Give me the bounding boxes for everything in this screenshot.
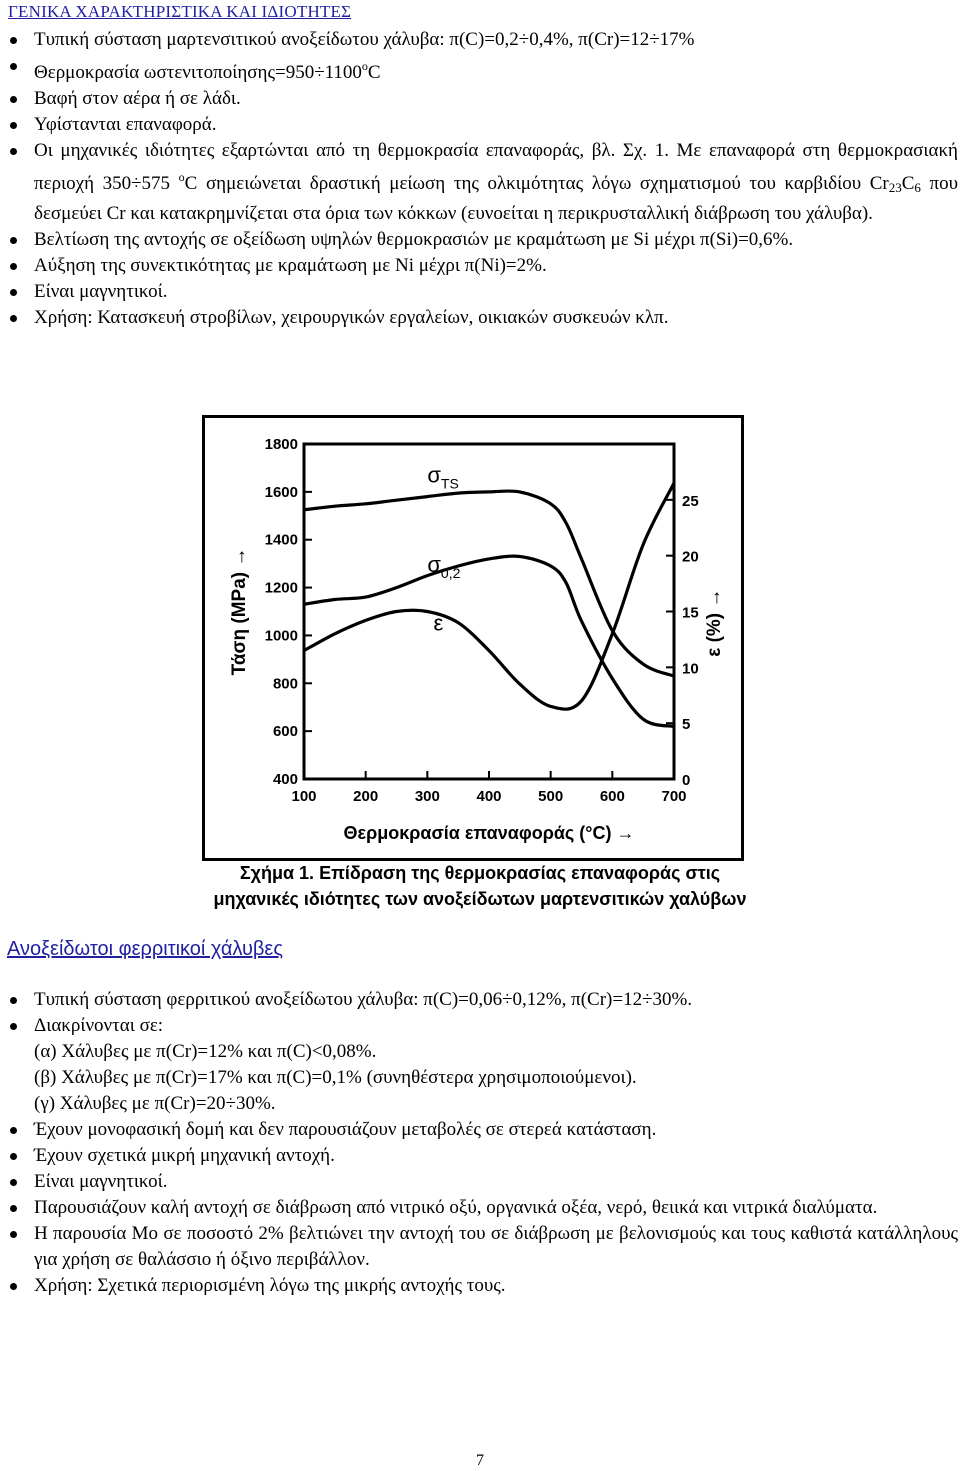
- y2-tick-label: 25: [682, 492, 699, 510]
- bullet-icon: [10, 289, 17, 296]
- list-item: Βελτίωση της αντοχής σε οξείδωση υψηλών θερμοκρασιών με κραμάτωση με Si μέχρι π(Si)=0,6%.: [0, 227, 958, 253]
- bullet-icon: [10, 1179, 17, 1186]
- figure-frame: [202, 415, 744, 861]
- y2-tick-label: 0: [682, 772, 691, 789]
- bullet-icon: [10, 122, 17, 129]
- plot-frame: [304, 444, 674, 779]
- list-item: Τυπική σύσταση φερριτικού ανοξείδωτου χάλυβα: π(C)=0,06÷0,12%, π(Cr)=12÷30%.: [0, 987, 958, 1013]
- x-tick-label: 400: [476, 788, 502, 805]
- y2-tick-label: 15: [682, 604, 699, 622]
- x-axis-label: Θερμοκρασία επαναφοράς (°C) →: [343, 823, 635, 843]
- y-axis-label: Τάση (MPa) →: [229, 547, 250, 676]
- list-item: Παρουσιάζουν καλή αντοχή σε διάβρωση από νιτρικό οξύ, οργανικά οξέα, νερό, θειικά και νιτρικά διαλύματα.: [0, 1195, 958, 1221]
- series-label-sub: TS: [440, 475, 459, 492]
- series-label-main: σ: [427, 552, 441, 578]
- y2-tick-label: 5: [682, 716, 691, 734]
- list-item: Είναι μαγνητικοί.: [0, 279, 958, 305]
- figure-caption-line2: μηχανικές ιδιότητες των ανοξείδωτων μαρτενσιτικών χαλύβων: [213, 889, 747, 909]
- series-label: [427, 462, 458, 491]
- y-tick-label: 600: [272, 723, 298, 741]
- bullet-icon: [10, 1205, 17, 1212]
- list-item: Βαφή στον αέρα ή σε λάδι.: [0, 86, 958, 112]
- bullet-icon: [10, 1153, 17, 1160]
- bullet-icon: [10, 148, 17, 155]
- bullet-icon: [10, 263, 17, 270]
- list-item: Υφίστανται επαναφορά.: [0, 112, 958, 138]
- x-tick-label: 100: [291, 788, 317, 805]
- bullet-icon: [10, 63, 17, 70]
- list-item: Χρήση: Σχετικά περιορισμένη λόγω της μικρής αντοχής τους.: [0, 1273, 958, 1299]
- list-item: Έχουν μονοφασική δομή και δεν παρουσιάζουν μεταβολές σε στερεά κατάσταση.: [0, 1117, 958, 1143]
- sub-item: (α) Χάλυβες με π(Cr)=12% και π(C)<0,08%.: [34, 1041, 377, 1062]
- list-item: Είναι μαγνητικοί.: [0, 1169, 958, 1195]
- series-label-main: ε: [433, 610, 444, 636]
- series-label-main: σ: [427, 462, 441, 488]
- y-tick-label: 800: [272, 675, 298, 693]
- y-tick-label: 1400: [264, 531, 298, 549]
- list-item: Χρήση: Κατασκευή στροβίλων, χειρουργικών εργαλείων, οικιακών συσκευών κλπ.: [0, 305, 958, 331]
- series-line: [304, 491, 674, 676]
- ferritic-properties-list: [0, 987, 958, 1299]
- y-tick-label: 1000: [264, 627, 298, 645]
- bullet-icon: [10, 237, 17, 244]
- y-tick-label: 1200: [264, 579, 298, 597]
- series-line: [304, 483, 674, 709]
- x-tick-label: 200: [353, 788, 379, 805]
- list-item: Οι μηχανικές ιδιότητες εξαρτώνται από τη θερμοκρασία επαναφοράς, βλ. Σχ. 1. Με επαναφορά στη θερμοκρασιακή περιοχή 350÷575 $^o$C σημειώνεται δραστική μείωση της ολκιμότητας λόγω σχηματισμού του καρβιδίου $Cr_{23}C_6$ που δεσμεύει Cr και κατακρημνίζεται στα όρια των κόκκων (ευνοείται η περικρυσταλλική διάβρωση του χάλυβα).: [0, 138, 958, 227]
- x-tick-label: 500: [538, 788, 564, 805]
- list-item: Διακρίνονται σε: (α) Χάλυβες με π(Cr)=12% και π(C)<0,08%. (β) Χάλυβες με π(Cr)=17% και π(C)=0,1% (συνηθέστερα χρησιμοποιούμενοι). (γ) Χάλυβες με π(Cr)=20÷30%.: [0, 1013, 958, 1117]
- y-tick-label: 1800: [264, 436, 298, 453]
- bullet-icon: [10, 1283, 17, 1290]
- list-item: Αύξηση της συνεκτικότητας με κραμάτωση με Ni μέχρι π(Ni)=2%.: [0, 253, 958, 279]
- list-item: Έχουν σχετικά μικρή μηχανική αντοχή.: [0, 1143, 958, 1169]
- bullet-icon: [10, 1231, 17, 1238]
- bullet-icon: [10, 96, 17, 103]
- bullet-icon: [10, 315, 17, 322]
- list-item: Η παρουσία Mo σε ποσοστό 2% βελτιώνει την αντοχή του σε διάβρωση με βελονισμούς και τους καθιστά κατάλληλους για χρήση σε θαλάσσιο ή όξινο περιβάλλον.: [0, 1221, 958, 1273]
- x-tick-label: 300: [414, 788, 440, 805]
- x-tick-label: 600: [599, 788, 625, 805]
- series-label: [434, 610, 444, 635]
- y2-tick-label: 20: [682, 548, 699, 566]
- list-item: Τυπική σύσταση μαρτενσιτικού ανοξείδωτου χάλυβα: π(C)=0,2÷0,4%, π(Cr)=12÷17%: [0, 27, 958, 53]
- sub-item: (γ) Χάλυβες με π(Cr)=20÷30%.: [34, 1093, 276, 1114]
- tempering-chart: [205, 418, 741, 858]
- list-item: Θερμοκρασία $\omega\sigma\tau\varepsilon\nu\iota\tau o\pi oί\eta\sigma\eta\varsigma=950\div 1100^oC$: [0, 53, 958, 86]
- section-heading-general: ΓΕΝΙΚΑ ΧΑΡΑΚΤΗΡΙΣΤΙΚΑ ΚΑΙ ΙΔΙΟΤΗΤΕΣ: [8, 2, 352, 21]
- bullet-icon: [10, 37, 17, 44]
- martensitic-properties-list: [0, 27, 958, 331]
- figure-caption-line1: Σχήμα 1. Επίδραση της θερμοκρασίας επαναφοράς στις: [239, 863, 721, 883]
- bullet-icon: [10, 997, 17, 1004]
- series-label: [427, 552, 460, 581]
- bullet-icon: [10, 1023, 17, 1030]
- series-label-sub: 0,2: [440, 565, 461, 582]
- x-tick-label: 700: [661, 788, 687, 805]
- sub-item: (β) Χάλυβες με π(Cr)=17% και π(C)=0,1% (συνηθέστερα χρησιμοποιούμενοι).: [34, 1067, 637, 1088]
- y-tick-label: 1600: [264, 483, 298, 501]
- bullet-icon: [10, 1127, 17, 1134]
- y2-tick-label: 10: [682, 660, 699, 678]
- page-number: 7: [476, 1452, 484, 1469]
- section-heading-ferritic: Ανοξείδωτοι φερριτικοί χάλυβες: [7, 938, 283, 960]
- y-tick-label: 400: [272, 771, 298, 788]
- y2-axis-label: ε (%) →: [704, 588, 725, 657]
